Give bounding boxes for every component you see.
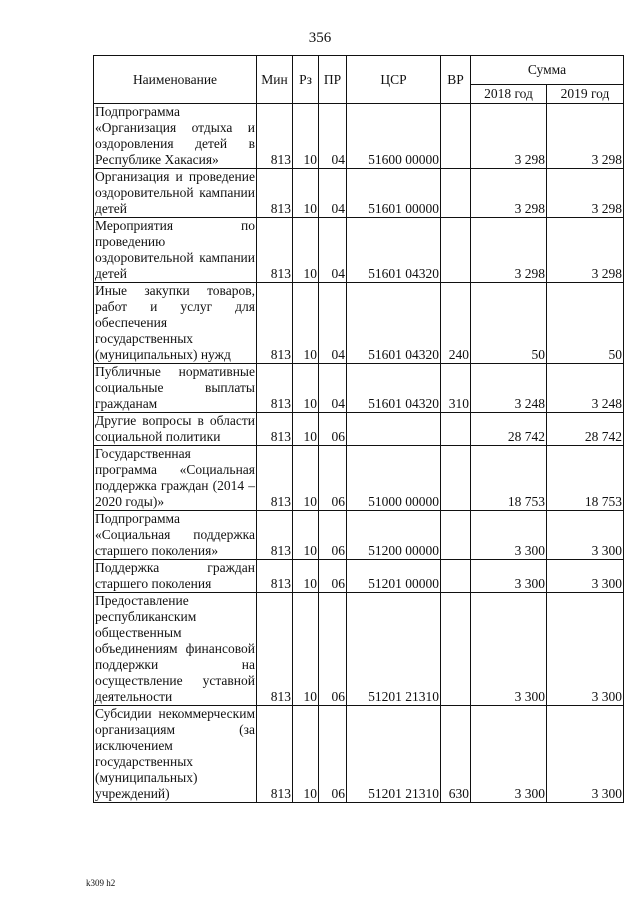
header-csr: ЦСР bbox=[347, 56, 441, 104]
header-name: Наименование bbox=[94, 56, 257, 104]
cell-csr: 51601 04320 bbox=[347, 364, 441, 413]
budget-table bbox=[93, 55, 624, 803]
cell-pr: 04 bbox=[319, 104, 347, 169]
cell-vr: 240 bbox=[441, 283, 471, 364]
header-rz: Рз bbox=[293, 56, 319, 104]
cell-csr: 51601 04320 bbox=[347, 218, 441, 283]
cell-vr bbox=[441, 218, 471, 283]
cell-name: Другие вопросы в области социальной политики bbox=[95, 413, 255, 444]
cell-rz: 10 bbox=[293, 593, 319, 706]
cell-vr bbox=[441, 593, 471, 706]
cell-name: Предоставление республиканским общественным объединениям финансовой поддержки на осуществление уставной деятельности bbox=[95, 593, 255, 704]
cell-name: Государственная программа «Социальная поддержка граждан (2014 – 2020 годы)» bbox=[95, 446, 255, 509]
table-row bbox=[94, 413, 624, 446]
cell-csr: 51000 00000 bbox=[347, 446, 441, 511]
cell-csr: 51201 21310 bbox=[347, 706, 441, 803]
cell-rz: 10 bbox=[293, 560, 319, 593]
cell-name: Иные закупки товаров, работ и услуг для обеспечения государственных (муниципальных) нужд bbox=[95, 283, 255, 362]
cell-min: 813 bbox=[257, 511, 293, 560]
cell-y2019: 18 753 bbox=[547, 446, 624, 511]
cell-csr: 51601 04320 bbox=[347, 283, 441, 364]
cell-rz: 10 bbox=[293, 364, 319, 413]
cell-rz: 10 bbox=[293, 413, 319, 446]
cell-name: Публичные нормативные социальные выплаты гражданам bbox=[95, 364, 255, 411]
cell-y2019: 3 300 bbox=[547, 706, 624, 803]
cell-rz: 10 bbox=[293, 283, 319, 364]
table-row bbox=[94, 283, 624, 364]
header-pr: ПР bbox=[319, 56, 347, 104]
cell-y2018: 50 bbox=[471, 283, 547, 364]
cell-name: Субсидии некоммерческим организациям (за исключением государственных (муниципальных) учреждений) bbox=[95, 706, 255, 801]
cell-rz: 10 bbox=[293, 446, 319, 511]
cell-vr bbox=[441, 413, 471, 446]
cell-rz: 10 bbox=[293, 218, 319, 283]
cell-vr bbox=[441, 104, 471, 169]
header-year-2018: 2018 год bbox=[471, 85, 547, 104]
cell-pr: 04 bbox=[319, 364, 347, 413]
cell-csr: 51601 00000 bbox=[347, 169, 441, 218]
cell-y2018: 18 753 bbox=[471, 446, 547, 511]
cell-y2018: 3 298 bbox=[471, 104, 547, 169]
cell-vr: 310 bbox=[441, 364, 471, 413]
cell-min: 813 bbox=[257, 593, 293, 706]
cell-vr bbox=[441, 560, 471, 593]
cell-min: 813 bbox=[257, 104, 293, 169]
cell-vr bbox=[441, 169, 471, 218]
table-row bbox=[94, 560, 624, 593]
cell-y2019: 3 298 bbox=[547, 218, 624, 283]
header-year-2019: 2019 год bbox=[547, 85, 624, 104]
cell-min: 813 bbox=[257, 413, 293, 446]
table-row bbox=[94, 593, 624, 706]
cell-csr: 51200 00000 bbox=[347, 511, 441, 560]
cell-y2019: 3 248 bbox=[547, 364, 624, 413]
cell-y2019: 28 742 bbox=[547, 413, 624, 446]
footer-code: k309 h2 bbox=[86, 878, 116, 888]
cell-y2018: 3 300 bbox=[471, 511, 547, 560]
cell-rz: 10 bbox=[293, 511, 319, 560]
cell-csr bbox=[347, 413, 441, 446]
cell-name: Подпрограмма «Социальная поддержка старшего поколения» bbox=[95, 511, 255, 558]
cell-csr: 51201 00000 bbox=[347, 560, 441, 593]
cell-name: Организация и проведение оздоровительной кампании детей bbox=[95, 169, 255, 216]
cell-rz: 10 bbox=[293, 104, 319, 169]
header-sum: Сумма bbox=[471, 56, 624, 85]
cell-pr: 06 bbox=[319, 560, 347, 593]
cell-y2018: 3 298 bbox=[471, 218, 547, 283]
cell-y2019: 3 300 bbox=[547, 593, 624, 706]
cell-name: Подпрограмма «Организация отдыха и оздоровления детей в Республике Хакасия» bbox=[95, 104, 255, 167]
table-row bbox=[94, 104, 624, 169]
cell-y2019: 3 300 bbox=[547, 560, 624, 593]
cell-csr: 51201 21310 bbox=[347, 593, 441, 706]
cell-min: 813 bbox=[257, 706, 293, 803]
header-min: Мин bbox=[257, 56, 293, 104]
cell-vr bbox=[441, 446, 471, 511]
table-row bbox=[94, 218, 624, 283]
header-vr: ВР bbox=[441, 56, 471, 104]
table-row bbox=[94, 169, 624, 218]
cell-y2019: 3 298 bbox=[547, 104, 624, 169]
cell-y2018: 3 300 bbox=[471, 593, 547, 706]
table-row bbox=[94, 364, 624, 413]
cell-pr: 06 bbox=[319, 446, 347, 511]
cell-pr: 04 bbox=[319, 169, 347, 218]
cell-y2018: 3 300 bbox=[471, 560, 547, 593]
cell-y2018: 3 248 bbox=[471, 364, 547, 413]
cell-pr: 06 bbox=[319, 413, 347, 446]
cell-pr: 06 bbox=[319, 511, 347, 560]
cell-min: 813 bbox=[257, 364, 293, 413]
cell-y2019: 50 bbox=[547, 283, 624, 364]
cell-y2018: 28 742 bbox=[471, 413, 547, 446]
cell-pr: 06 bbox=[319, 593, 347, 706]
cell-rz: 10 bbox=[293, 169, 319, 218]
cell-min: 813 bbox=[257, 169, 293, 218]
cell-pr: 04 bbox=[319, 218, 347, 283]
cell-y2019: 3 298 bbox=[547, 169, 624, 218]
page-number: 356 bbox=[308, 30, 332, 46]
cell-vr bbox=[441, 511, 471, 560]
cell-pr: 06 bbox=[319, 706, 347, 803]
cell-vr: 630 bbox=[441, 706, 471, 803]
table-row bbox=[94, 706, 624, 803]
cell-name: Поддержка граждан старшего поколения bbox=[95, 560, 255, 591]
cell-min: 813 bbox=[257, 283, 293, 364]
cell-min: 813 bbox=[257, 446, 293, 511]
cell-y2018: 3 300 bbox=[471, 706, 547, 803]
cell-pr: 04 bbox=[319, 283, 347, 364]
cell-min: 813 bbox=[257, 560, 293, 593]
table-row bbox=[94, 511, 624, 560]
cell-csr: 51600 00000 bbox=[347, 104, 441, 169]
cell-name: Мероприятия по проведению оздоровительной кампании детей bbox=[95, 218, 255, 281]
cell-y2019: 3 300 bbox=[547, 511, 624, 560]
cell-y2018: 3 298 bbox=[471, 169, 547, 218]
cell-rz: 10 bbox=[293, 706, 319, 803]
cell-min: 813 bbox=[257, 218, 293, 283]
table-row bbox=[94, 446, 624, 511]
